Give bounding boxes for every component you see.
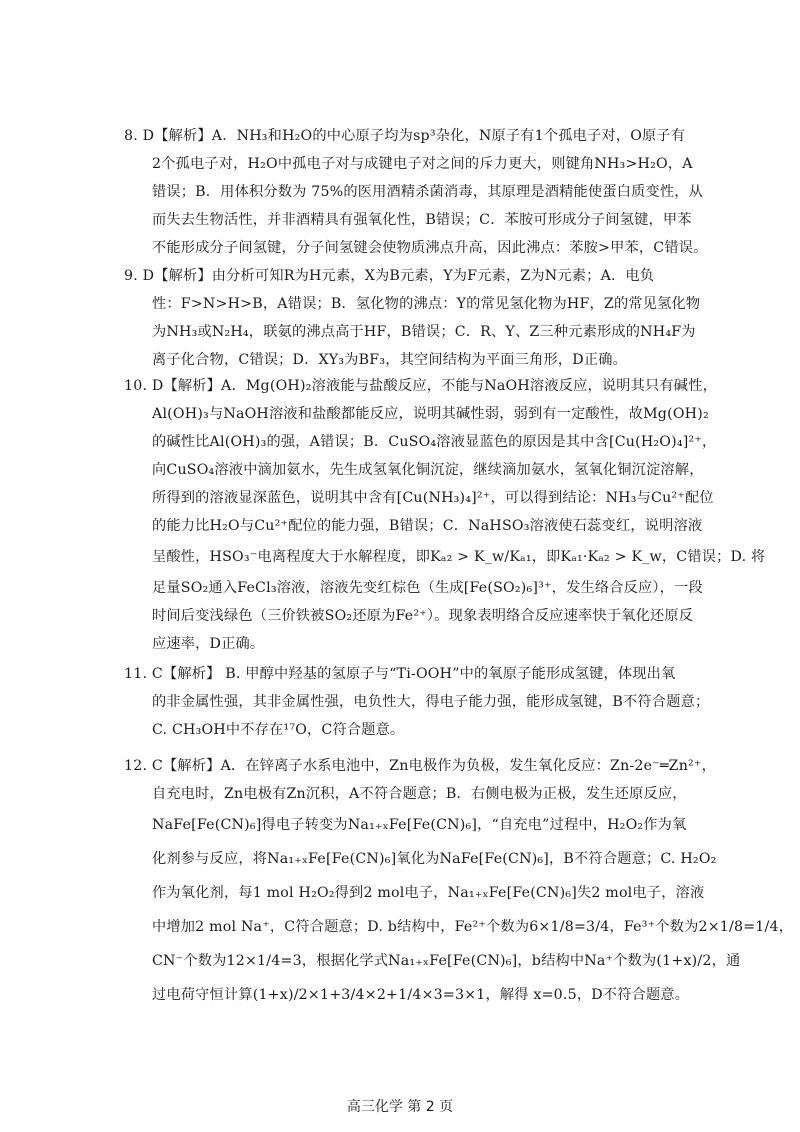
answer-line: 化剂参与反应，将Na₁₊ₓFe[Fe(CN)₆]氧化为NaFe[Fe(CN)₆]，B不符合题意；C. H₂O₂ bbox=[152, 851, 717, 867]
answer-line: 呈酸性，HSO₃⁻电离程度大于水解程度，即Kₐ₂ > K_w/Kₐ₁，即Kₐ₁·Kₐ₂ > K_w，C错误；D. 将 bbox=[152, 549, 766, 565]
answer-line: 自充电时，Zn电极有Zn沉积，A不符合题意；B．右侧电极为正极，发生还原反应， bbox=[152, 786, 687, 802]
answer-line: 性：F>N>H>B，A错误；B．氢化物的沸点：Y的常见氢化物为HF，Z的常见氢化物 bbox=[152, 296, 701, 312]
answer-line: 为NH₃或N₂H₄，联氨的沸点高于HF，B错误；C．R、Y、Z三种元素形成的NH₄F为 bbox=[152, 324, 696, 340]
answer-line: 作为氧化剂，每1 mol H₂O₂得到2 mol电子，Na₁₊ₓFe[Fe(CN)₆]失2 mol电子，溶液 bbox=[152, 885, 705, 901]
answer-11 bbox=[124, 660, 710, 744]
answer-line: 10. D【解析】A．Mg(OH)₂溶液能与盐酸反应，不能与NaOH溶液反应，说明其只有碱性， bbox=[124, 378, 717, 394]
answer-line: 错误；B．用体积分数为 75%的医用酒精杀菌消毒，其原理是酒精能使蛋白质变性，从 bbox=[152, 184, 704, 200]
answer-line: CN⁻个数为12×1/4=3，根据化学式Na₁₊ₓFe[Fe(CN)₆]，b结构中Na⁺个数为(1+x)/2，通 bbox=[152, 953, 741, 969]
answer-9 bbox=[124, 262, 701, 374]
answer-line: 离子化合物，C错误；D．XY₃为BF₃，其空间结构为平面三角形，D正确。 bbox=[152, 352, 627, 368]
page-footer: 高三化学 第 2 页 bbox=[346, 1099, 454, 1115]
answer-line: 向CuSO₄溶液中滴加氨水，先生成氢氧化铜沉淀，继续滴加氨水，氢氧化铜沉淀溶解， bbox=[152, 462, 704, 478]
answer-line: 的能力比H₂O与Cu²⁺配位的能力强，B错误；C．NaHSO₃溶液使石蕊变红，说明溶液 bbox=[152, 518, 703, 534]
answer-line: NaFe[Fe(CN)₆]得电子转变为Na₁₊ₓFe[Fe(CN)₆]，“自充电”过程中，H₂O₂作为氧 bbox=[152, 817, 687, 833]
answer-line: 而失去生物活性，并非酒精具有强氧化性，B错误；C．苯胺可形成分子间氢键，甲苯 bbox=[152, 212, 692, 228]
answer-line: C. CH₃OH中不存在¹⁷O，C符合题意。 bbox=[152, 722, 405, 738]
answer-10 bbox=[124, 372, 766, 658]
answer-line: 2个孤电子对，H₂O中孤电子对与成键电子对之间的斥力更大，则键角NH₃>H₂O，A bbox=[152, 156, 693, 172]
answer-8 bbox=[124, 122, 708, 262]
answer-line: 11. C【解析】 B. 甲醇中羟基的氢原子与“Ti-OOH”中的氧原子能形成氢键，体现出氧 bbox=[124, 666, 676, 682]
answer-line: Al(OH)₃与NaOH溶液和盐酸都能反应，说明其碱性弱，弱到有一定酸性，故Mg(OH)₂ bbox=[152, 406, 709, 422]
answer-12 bbox=[124, 752, 794, 1012]
answer-line: 8. D【解析】A．NH₃和H₂O的中心原子均为sp³杂化，N原子有1个孤电子对，O原子有 bbox=[124, 128, 686, 144]
answer-line: 的非金属性强，其非金属性强，电负性大，得电子能力强，能形成氢键，B不符合题意； bbox=[152, 694, 710, 710]
answer-line: 不能形成分子间氢键，分子间氢键会使物质沸点升高，因此沸点：苯胺>甲苯，C错误。 bbox=[152, 240, 708, 256]
answer-line: 时间后变浅绿色（三价铁被SO₂还原为Fe²⁺）。现象表明络合反应速率快于氧化还原反 bbox=[152, 608, 694, 624]
answer-line: 所得到的溶液显深蓝色，说明其中含有[Cu(NH₃)₄]²⁺，可以得到结论：NH₃与Cu²⁺配位 bbox=[152, 490, 714, 506]
answer-line: 过电荷守恒计算(1+x)/2×1+3/4×2+1/4×3=3×1，解得 x=0.5，D不符合题意。 bbox=[152, 987, 690, 1003]
answer-line: 中增加2 mol Na⁺，C符合题意；D. b结构中，Fe²⁺个数为6×1/8=3/4，Fe³⁺个数为2×1/8=1/4， bbox=[152, 919, 794, 935]
answer-line: 9. D【解析】由分析可知R为H元素，X为B元素，Y为F元素，Z为N元素；A．电负 bbox=[124, 268, 655, 284]
answer-line: 12. C【解析】A．在锌离子水系电池中，Zn电极作为负极，发生氧化反应：Zn-2e⁻═Zn²⁺， bbox=[124, 758, 717, 774]
answer-line: 应速率，D正确。 bbox=[152, 636, 265, 652]
answer-line: 的碱性比Al(OH)₃的强，A错误；B．CuSO₄溶液显蓝色的原因是其中含[Cu(H₂O)₄]²⁺， bbox=[152, 434, 717, 450]
answer-line: 足量SO₂通入FeCl₃溶液，溶液先变红棕色（生成[Fe(SO₂)₆]³⁺，发生络合反应），一段 bbox=[152, 580, 703, 596]
